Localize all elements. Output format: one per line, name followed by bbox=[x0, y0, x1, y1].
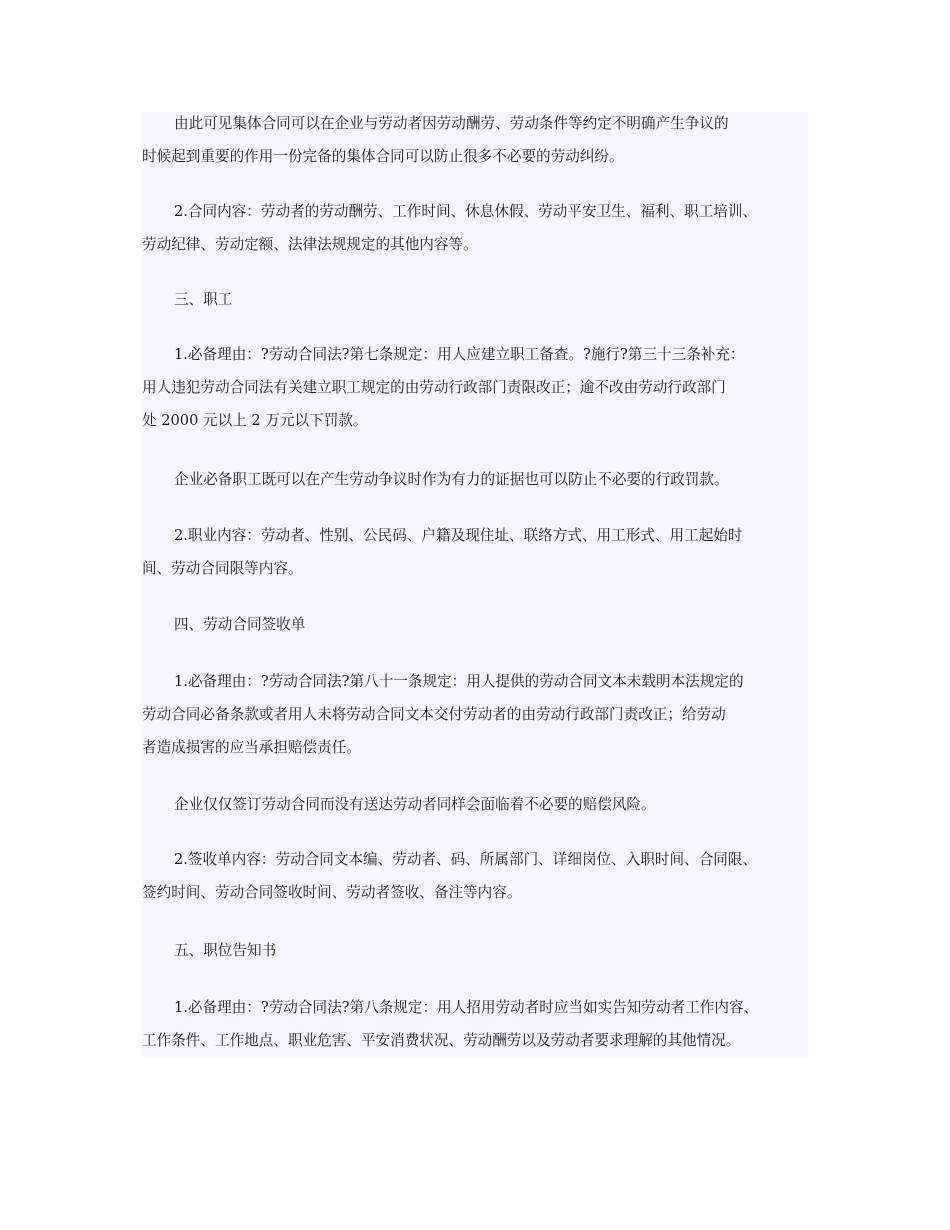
paragraph-line: 由此可见集体合同可以在企业与劳动者因劳动酬劳、劳动条件等约定不明确产生争议的 bbox=[174, 115, 729, 132]
paragraph-line: 劳动合同必备条款或者用人未将劳动合同文本交付劳动者的由劳动行政部门责改正；给劳动 bbox=[142, 706, 726, 723]
paragraph-line: 签约时间、劳动合同签收时间、劳动者签收、备注等内容。 bbox=[142, 884, 522, 901]
paragraph bbox=[142, 843, 822, 909]
section-heading-text: 五、职位告知书 bbox=[174, 942, 277, 959]
paragraph bbox=[142, 788, 822, 821]
paragraph-line: 2.签收单内容：劳动合同文本编、劳动者、码、所属部门、详细岗位、入职时间、合同限、 bbox=[174, 851, 758, 868]
paragraph-line: 2.职业内容：劳动者、性别、公民码、户籍及现住址、联络方式、用工形式、用工起始时 bbox=[174, 527, 743, 544]
paragraph bbox=[142, 991, 822, 1057]
paragraph-line: 1.必备理由：?劳动合同法?第八条规定：用人招用劳动者时应当如实告知劳动者工作内容、 bbox=[174, 999, 759, 1016]
document-body bbox=[142, 112, 808, 1057]
paragraph bbox=[142, 665, 822, 764]
section-heading bbox=[142, 934, 822, 967]
paragraph-line: 企业必备职工既可以在产生劳动争议时作为有力的证据也可以防止不必要的行政罚款。 bbox=[174, 471, 729, 488]
section-heading-text: 三、职工 bbox=[174, 291, 233, 308]
paragraph-line: 1.必备理由：?劳动合同法?第七条规定：用人应建立职工备查。?施行?第三十三条补充： bbox=[174, 346, 745, 363]
section-heading bbox=[142, 608, 822, 641]
paragraph bbox=[142, 463, 822, 496]
section-heading bbox=[142, 283, 822, 316]
paragraph-line: 工作条件、工作地点、职业危害、平安消费状况、劳动酬劳以及劳动者要求理解的其他情况。 bbox=[142, 1032, 741, 1049]
paragraph-line: 处 2000 元以上 2 万元以下罚款。 bbox=[142, 412, 368, 429]
section-heading-text: 四、劳动合同签收单 bbox=[174, 616, 306, 633]
paragraph-line: 时候起到重要的作用一份完备的集体合同可以防止很多不必要的劳动纠纷。 bbox=[142, 148, 624, 165]
paragraph bbox=[142, 338, 822, 437]
paragraph bbox=[142, 107, 822, 173]
paragraph-line: 间、劳动合同限等内容。 bbox=[142, 560, 303, 577]
paragraph-line: 者造成损害的应当承担赔偿责任。 bbox=[142, 739, 361, 756]
paragraph-line: 企业仅仅签订劳动合同而没有送达劳动者同样会面临着不必要的赔偿风险。 bbox=[174, 796, 656, 813]
paragraph-line: 劳动纪律、劳动定额、法律法规规定的其他内容等。 bbox=[142, 236, 478, 253]
paragraph bbox=[142, 519, 822, 585]
paragraph-line: 用人违犯劳动合同法有关建立职工规定的由劳动行政部门责限改正；逾不改由劳动行政部门 bbox=[142, 379, 726, 396]
paragraph-line: 2.合同内容：劳动者的劳动酬劳、工作时间、休息休假、劳动平安卫生、福利、职工培训、 bbox=[174, 203, 758, 220]
paragraph bbox=[142, 195, 822, 261]
paragraph-line: 1.必备理由：?劳动合同法?第八十一条规定：用人提供的劳动合同文本未载明本法规定的 bbox=[174, 673, 744, 690]
